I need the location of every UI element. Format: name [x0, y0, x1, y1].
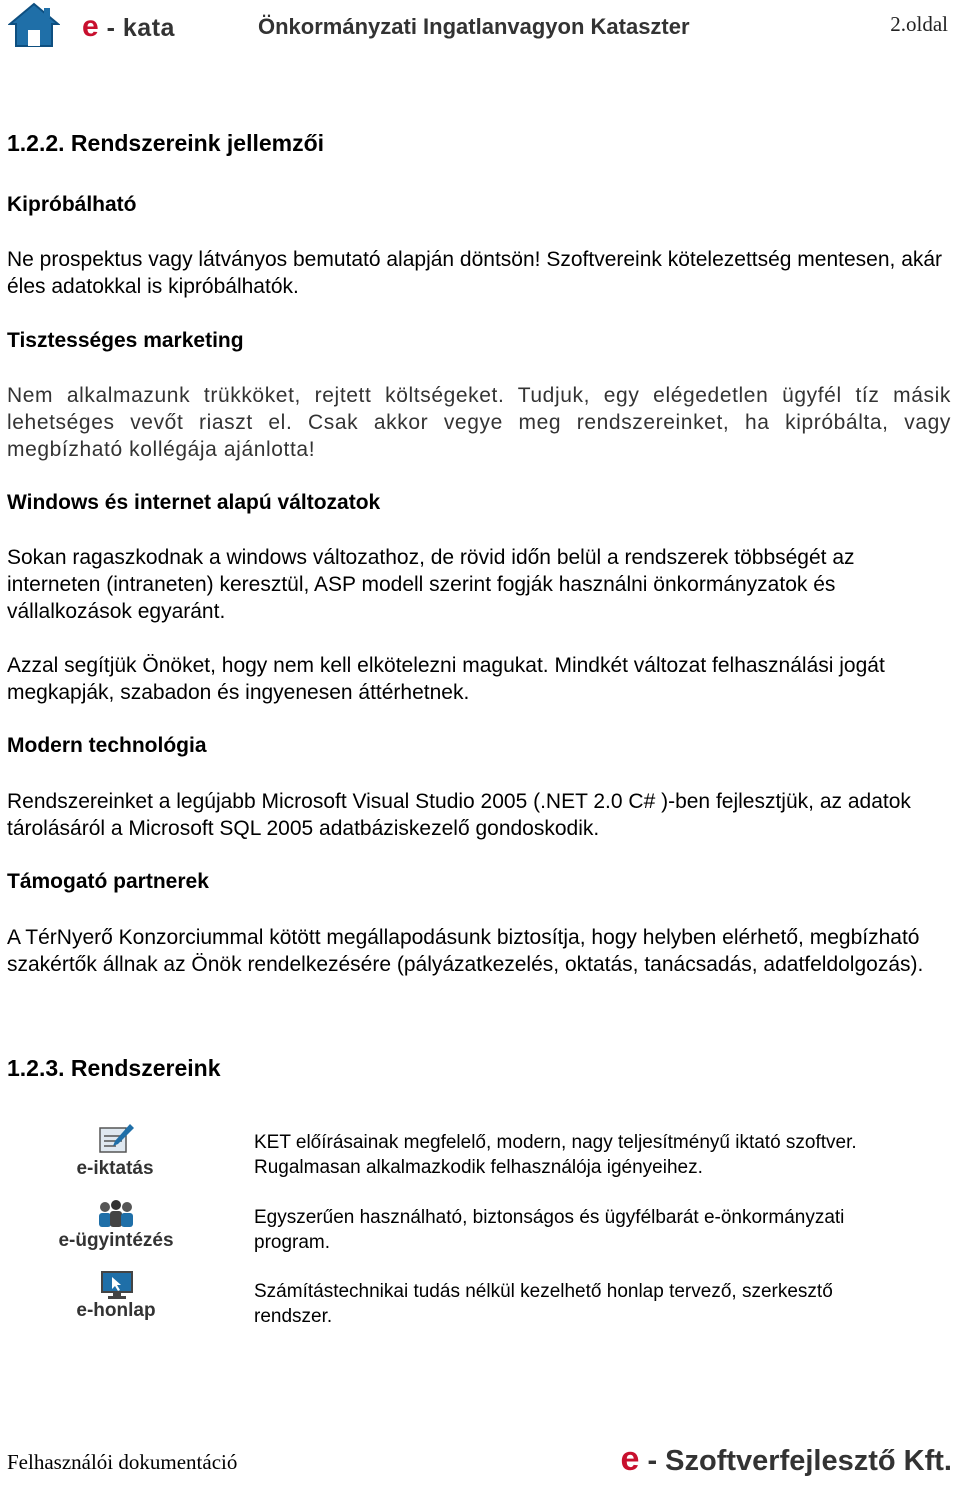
logo-e: e [82, 10, 100, 43]
block-heading: Tisztességes marketing [7, 329, 244, 352]
product-description: Egyszerűen használható, biztonságos és ügyfélbarát e-önkormányzati program. [254, 1207, 845, 1253]
footer-logo-text: - Szoftverfejlesztő Kft. [639, 1445, 952, 1477]
product-logo-e-iktatas: e-iktatás [76, 1158, 154, 1179]
block-paragraph: Nem alkalmazunk trükköket, rejtett költségeket. Tudjuk, egy elégedetlen ügyfél tíz másik lehetséges vevőt riaszt el. Csak akkor vegye meg rendszereinket, ha kipróbálta, vagy megbízható kollégája ajánlotta! [7, 384, 951, 461]
page-header [0, 0, 960, 56]
block-heading: Támogató partnerek [7, 870, 209, 893]
house-icon [8, 2, 60, 48]
block-paragraph: Ne prospektus vagy látványos bemutató alapján döntsön! Szoftvereink kötelezettség mentesen, akár éles adatokkal is kipróbálhatók. [7, 248, 943, 298]
product-description: Számítástechnikai tudás nélkül kezelhető honlap tervező, szerkesztő rendszer. [254, 1281, 833, 1327]
footer-logo-e: e [620, 1440, 640, 1478]
monitor-cursor-icon [100, 1270, 134, 1300]
ekata-logo [82, 10, 175, 44]
block-heading: Windows és internet alapú változatok [7, 491, 381, 514]
block-paragraph: Azzal segítjük Önöket, hogy nem kell elkötelezni magukat. Mindkét változat felhasználási jogát megkapják, szabadon és ingyenesen áttérhetnek. [7, 654, 885, 704]
section-title: 1.2.3. Rendszereink [7, 1055, 221, 1081]
page-number: 2.oldal [890, 12, 948, 36]
product-logo-e-honlap: e-honlap [76, 1300, 156, 1321]
header-title: Önkormányzati Ingatlanvagyon Kataszter [258, 14, 690, 39]
people-icon [96, 1200, 136, 1230]
block-heading: Modern technológia [7, 734, 207, 757]
document-pencil-icon [96, 1122, 136, 1156]
block-paragraph: A TérNyerő Konzorciummal kötött megállapodásunk biztosítja, hogy helyben elérhető, megbízható szakértők állnak az Önök rendelkezésére (pályázatkezelés, oktatás, tanácsadás, adatfeldolgozás). [7, 926, 924, 976]
footer-doc-label: Felhasználói dokumentáció [7, 1450, 238, 1474]
block-paragraph: Rendszereinket a legújabb Microsoft Visual Studio 2005 (.NET 2.0 C# )-ben fejlesztjük, az adatok tárolásáról a Microsoft SQL 2005 adatbáziskezelő gondoskodik. [7, 790, 911, 840]
section-title: 1.2.2. Rendszereink jellemzői [7, 130, 325, 156]
product-logo-e-ugyintezes: e-ügyintézés [58, 1230, 174, 1251]
block-paragraph: Sokan ragaszkodnak a windows változathoz, de rövid időn belül a rendszerek többségét az interneten (intraneten) keresztül, ASP modell szerint fogják használni önkormányzatok és vállalkozások egyaránt. [7, 546, 855, 623]
company-logo [620, 1440, 952, 1479]
product-description: KET előírásainak megfelelő, modern, nagy teljesítményű iktató szoftver. Rugalmasan alkalmazkodik felhasználója igényeihez. [254, 1132, 857, 1178]
logo-text: - kata [99, 14, 175, 42]
block-heading: Kipróbálható [7, 193, 137, 216]
